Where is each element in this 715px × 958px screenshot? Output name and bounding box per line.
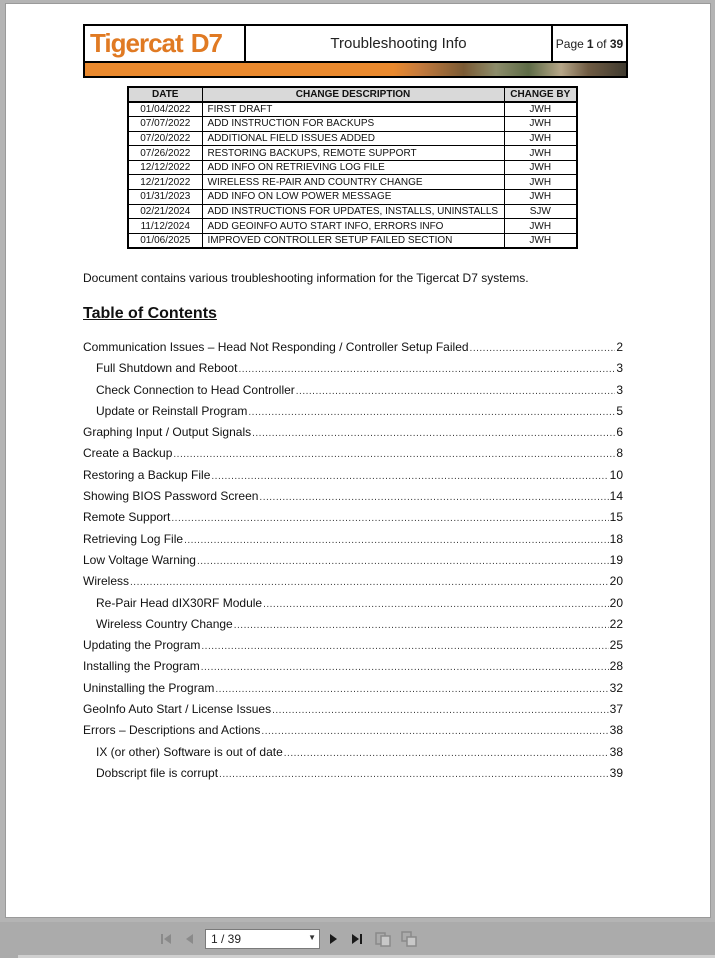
toc-entry[interactable] xyxy=(83,766,623,787)
last-page-icon[interactable] xyxy=(347,930,365,948)
table-cell-desc: ADDITIONAL FIELD ISSUES ADDED xyxy=(202,131,504,146)
toc-leader-dots xyxy=(201,659,609,673)
toc-entry-title: Retrieving Log File xyxy=(83,531,184,546)
table-cell-date: 01/04/2022 xyxy=(128,102,202,117)
toc-entry-title: Wireless xyxy=(83,574,130,589)
toc-entry[interactable] xyxy=(83,510,623,531)
toc-leader-dots xyxy=(219,766,609,780)
toc-entry-title: Create a Backup xyxy=(83,446,173,461)
toc-entry-page: 25 xyxy=(609,638,623,653)
toc-leader-dots xyxy=(259,489,608,503)
two-page-view-icon[interactable] xyxy=(400,930,418,948)
toc-entry[interactable] xyxy=(83,446,623,467)
toc-entry[interactable] xyxy=(83,468,623,489)
toc-entry-title: Dobscript file is corrupt xyxy=(96,765,219,780)
toc-entry-page: 20 xyxy=(609,595,623,610)
toc-entry[interactable] xyxy=(83,383,623,404)
table-cell-date: 11/12/2024 xyxy=(128,219,202,234)
toc-entry-title: Uninstalling the Program xyxy=(83,680,215,695)
table-cell-date: 07/20/2022 xyxy=(128,131,202,146)
single-page-view-icon[interactable] xyxy=(374,930,392,948)
toc-entry-page: 28 xyxy=(609,659,623,674)
toc-entry-title: Showing BIOS Password Screen xyxy=(83,489,259,504)
toc-entry-page: 32 xyxy=(609,680,623,695)
table-cell-desc: ADD INFO ON LOW POWER MESSAGE xyxy=(202,190,504,205)
table-cell-by: JWH xyxy=(504,160,577,175)
toc-leader-dots xyxy=(211,468,608,482)
page-prefix: Page xyxy=(555,36,584,51)
toc-entry-title: Full Shutdown and Reboot xyxy=(96,361,238,376)
toc-entry[interactable] xyxy=(83,638,623,659)
toc-entry-title: Communication Issues – Head Not Responding / Controller Setup Failed xyxy=(83,340,469,354)
table-cell-date: 07/07/2022 xyxy=(128,117,202,132)
toc-leader-dots xyxy=(215,681,608,695)
table-row xyxy=(128,131,577,146)
page-indicator: 1 / 39 xyxy=(211,932,242,946)
toc-entry-title: Low Voltage Warning xyxy=(83,552,196,567)
toc-entry-title: IX (or other) Software is out of date xyxy=(96,744,283,759)
toc-leader-dots xyxy=(130,574,609,588)
table-cell-desc: RESTORING BACKUPS, REMOTE SUPPORT xyxy=(202,146,504,161)
toc-entry-title: Restoring a Backup File xyxy=(83,467,211,482)
table-row xyxy=(128,233,577,248)
toc-entry[interactable] xyxy=(83,361,623,382)
page-header xyxy=(83,24,628,80)
table-cell-desc: IMPROVED CONTROLLER SETUP FAILED SECTION xyxy=(202,233,504,248)
logo-text xyxy=(90,28,222,59)
toc-entry-page: 15 xyxy=(609,510,623,525)
toc-leader-dots xyxy=(252,425,615,439)
column-header: CHANGE DESCRIPTION xyxy=(202,87,504,102)
toc-entry-page: 38 xyxy=(609,723,623,738)
toc-leader-dots xyxy=(171,510,608,524)
toc-entry-title: Errors – Descriptions and Actions xyxy=(83,723,261,738)
toc-leader-dots xyxy=(234,617,609,631)
page-current: 1 xyxy=(586,36,594,51)
table-cell-by: JWH xyxy=(504,190,577,205)
table-row xyxy=(128,102,577,117)
table-of-contents xyxy=(83,340,623,787)
toc-leader-dots xyxy=(173,446,615,460)
toc-entry-title: Wireless Country Change xyxy=(96,616,233,631)
table-cell-desc: ADD INFO ON RETRIEVING LOG FILE xyxy=(202,160,504,175)
table-row xyxy=(128,117,577,132)
chevron-down-icon: ▼ xyxy=(308,933,316,942)
toc-leader-dots xyxy=(284,745,609,759)
table-cell-date: 01/06/2025 xyxy=(128,233,202,248)
table-cell-desc: ADD INSTRUCTIONS FOR UPDATES, INSTALLS, UNINSTALLS xyxy=(202,204,504,219)
toc-leader-dots xyxy=(184,532,609,546)
table-cell-by: JWH xyxy=(504,146,577,161)
toc-entry-page: 3 xyxy=(616,361,623,376)
header-row xyxy=(83,24,628,63)
toc-entry-title: Graphing Input / Output Signals xyxy=(83,425,252,440)
header-banner xyxy=(83,63,628,78)
toc-title: Table of Contents xyxy=(83,305,217,322)
toc-entry-page: 22 xyxy=(609,616,623,631)
toc-entry-page: 18 xyxy=(609,531,623,546)
toc-entry[interactable] xyxy=(83,702,623,723)
previous-page-icon[interactable] xyxy=(181,930,199,948)
page-of: of xyxy=(596,36,607,51)
toc-entry[interactable] xyxy=(83,723,623,744)
table-cell-desc: FIRST DRAFT xyxy=(202,102,504,117)
toc-entry-page: 20 xyxy=(609,574,623,589)
table-cell-by: JWH xyxy=(504,175,577,190)
toc-entry[interactable] xyxy=(83,340,623,361)
toc-entry-title: Updating the Program xyxy=(83,638,201,653)
toc-leader-dots xyxy=(261,723,608,737)
toc-entry[interactable] xyxy=(83,617,623,638)
toc-leader-dots xyxy=(296,383,616,397)
toc-entry-page: 39 xyxy=(609,765,623,780)
document-title: Troubleshooting Info xyxy=(246,26,553,61)
table-cell-by: JWH xyxy=(504,102,577,117)
logo-brand: Tigercat xyxy=(90,28,183,58)
table-cell-date: 01/31/2023 xyxy=(128,190,202,205)
toc-entry[interactable] xyxy=(83,404,623,425)
table-row xyxy=(128,190,577,205)
table-row xyxy=(128,146,577,161)
table-cell-date: 07/26/2022 xyxy=(128,146,202,161)
toc-entry-title: Installing the Program xyxy=(83,659,200,674)
toc-leader-dots xyxy=(201,638,608,652)
viewer-toolbar xyxy=(0,922,715,958)
page-number-select[interactable] xyxy=(205,929,320,949)
table-row xyxy=(128,160,577,175)
toc-entry-title: Re-Pair Head dIX30RF Module xyxy=(96,595,263,610)
toc-entry[interactable] xyxy=(83,596,623,617)
toc-entry-page: 2 xyxy=(616,340,623,354)
column-header: DATE xyxy=(128,87,202,102)
toc-entry-title: GeoInfo Auto Start / License Issues xyxy=(83,702,272,717)
change-log-body xyxy=(128,102,577,248)
toc-entry[interactable] xyxy=(83,681,623,702)
toc-entry-page: 3 xyxy=(616,382,623,397)
next-page-icon[interactable] xyxy=(324,930,342,948)
toc-entry[interactable] xyxy=(83,489,623,510)
page-counter xyxy=(553,26,626,61)
toc-leader-dots xyxy=(248,404,615,418)
table-header-row xyxy=(128,87,577,102)
toc-leader-dots xyxy=(470,340,616,354)
table-row xyxy=(128,219,577,234)
column-header: CHANGE BY xyxy=(504,87,577,102)
table-cell-date: 12/12/2022 xyxy=(128,160,202,175)
change-log-table xyxy=(127,86,578,249)
toc-entry[interactable] xyxy=(83,425,623,446)
toc-entry[interactable] xyxy=(83,532,623,553)
intro-text: Document contains various troubleshooting information for the Tigercat D7 systems. xyxy=(83,271,529,285)
toc-leader-dots xyxy=(238,361,615,375)
toc-entry-title: Remote Support xyxy=(83,510,171,525)
table-cell-by: SJW xyxy=(504,204,577,219)
table-cell-desc: WIRELESS RE-PAIR AND COUNTRY CHANGE xyxy=(202,175,504,190)
toc-entry[interactable] xyxy=(83,553,623,574)
toc-leader-dots xyxy=(263,596,609,610)
toc-entry-page: 6 xyxy=(616,425,623,440)
toc-entry-page: 14 xyxy=(609,489,623,504)
logo-model: D7 xyxy=(190,28,222,58)
toc-entry[interactable] xyxy=(83,745,623,766)
toc-entry-title: Update or Reinstall Program xyxy=(96,403,248,418)
table-row xyxy=(128,204,577,219)
toc-entry-title: Check Connection to Head Controller xyxy=(96,382,295,397)
toc-leader-dots xyxy=(272,702,609,716)
toc-entry[interactable] xyxy=(83,659,623,680)
page-total: 39 xyxy=(609,36,624,51)
table-cell-by: JWH xyxy=(504,219,577,234)
toc-entry-page: 5 xyxy=(616,403,623,418)
table-cell-by: JWH xyxy=(504,117,577,132)
table-cell-date: 12/21/2022 xyxy=(128,175,202,190)
first-page-icon[interactable] xyxy=(158,930,176,948)
toc-entry-page: 19 xyxy=(609,552,623,567)
table-cell-by: JWH xyxy=(504,233,577,248)
table-cell-date: 02/21/2024 xyxy=(128,204,202,219)
table-cell-by: JWH xyxy=(504,131,577,146)
table-cell-desc: ADD GEOINFO AUTO START INFO, ERRORS INFO xyxy=(202,219,504,234)
toc-entry-page: 10 xyxy=(609,467,623,482)
toc-entry[interactable] xyxy=(83,574,623,595)
table-cell-desc: ADD INSTRUCTION FOR BACKUPS xyxy=(202,117,504,132)
logo xyxy=(85,26,246,61)
toc-entry-page: 37 xyxy=(609,702,623,717)
toc-entry-page: 38 xyxy=(609,744,623,759)
toc-leader-dots xyxy=(197,553,609,567)
table-row xyxy=(128,175,577,190)
toc-entry-page: 8 xyxy=(616,446,623,461)
